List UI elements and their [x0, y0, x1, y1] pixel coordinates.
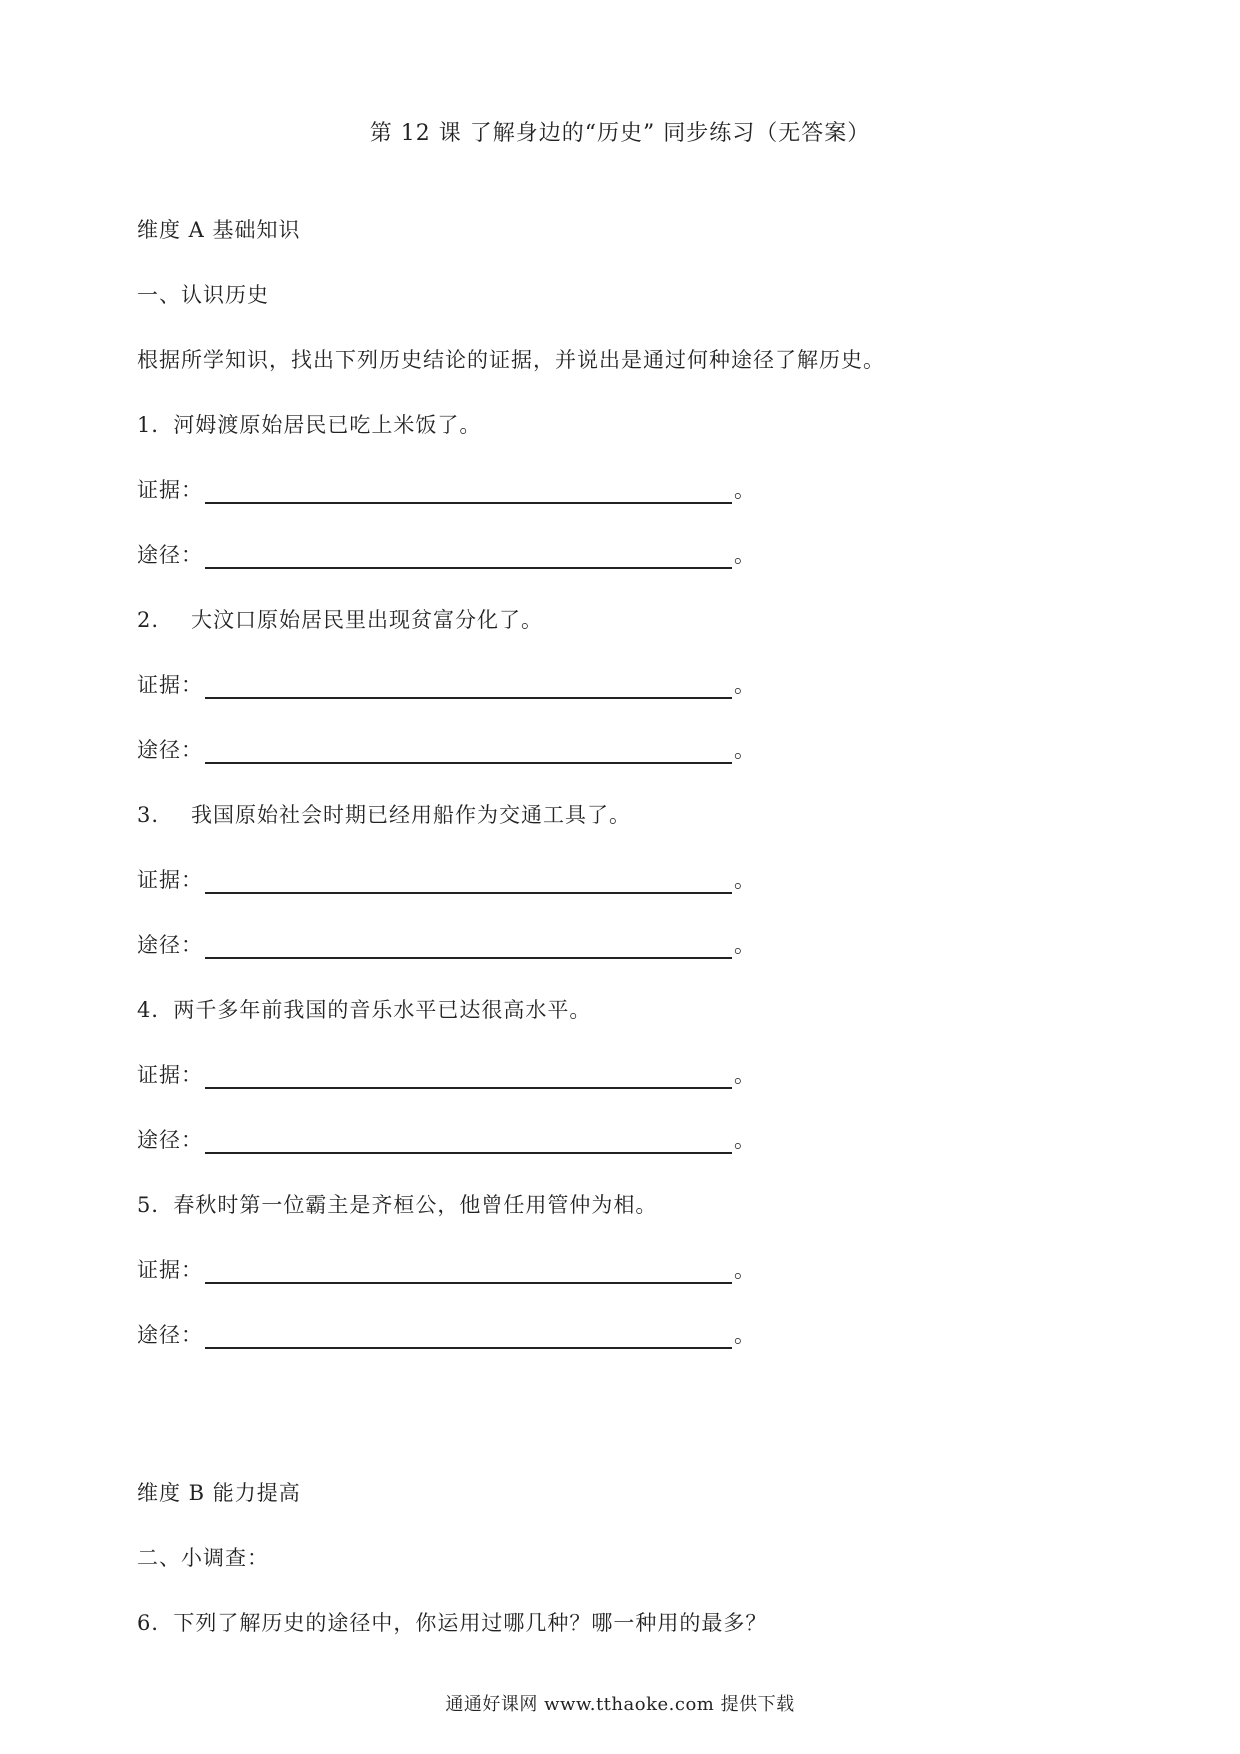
evidence-label: 证据： — [137, 478, 203, 502]
question-number: 1． — [137, 413, 174, 437]
evidence-row-5 — [137, 1254, 756, 1284]
question-2 — [137, 604, 543, 634]
end-mark: 。 — [734, 1323, 756, 1347]
way-row-5 — [137, 1319, 756, 1349]
question-4 — [137, 994, 591, 1024]
way-row-4 — [137, 1124, 756, 1154]
evidence-row-4 — [137, 1059, 756, 1089]
evidence-blank-1[interactable] — [205, 480, 732, 504]
end-mark: 。 — [734, 868, 756, 892]
end-mark: 。 — [734, 933, 756, 957]
question-text: 我国原始社会时期已经用船作为交通工具了。 — [191, 803, 631, 827]
way-label: 途径： — [137, 1128, 203, 1152]
question-1 — [137, 409, 481, 439]
evidence-blank-2[interactable] — [205, 675, 732, 699]
way-label: 途径： — [137, 543, 203, 567]
question-number: 2. — [137, 608, 160, 632]
way-blank-2[interactable] — [205, 740, 732, 764]
way-label: 途径： — [137, 738, 203, 762]
way-blank-1[interactable] — [205, 545, 732, 569]
evidence-label: 证据： — [137, 673, 203, 697]
way-row-2 — [137, 734, 756, 764]
question-number: 3. — [137, 803, 160, 827]
question-text: 春秋时第一位霸主是齐桓公，他曾任用管仲为相。 — [173, 1193, 658, 1217]
question-text: 大汶口原始居民里出现贫富分化了。 — [191, 608, 543, 632]
end-mark: 。 — [734, 1258, 756, 1282]
end-mark: 。 — [734, 543, 756, 567]
part2-heading: 二、小调查： — [137, 1546, 269, 1570]
evidence-label: 证据： — [137, 1063, 203, 1087]
section-b-heading: 维度 B 能力提高 — [137, 1481, 301, 1505]
question-6 — [137, 1607, 767, 1637]
page-title: 第 12 课 了解身边的“历史” 同步练习（无答案） — [369, 121, 871, 146]
question-text: 下列了解历史的途径中，你运用过哪几种？哪一种用的最多？ — [173, 1611, 768, 1635]
way-blank-3[interactable] — [205, 935, 732, 959]
way-label: 途径： — [137, 933, 203, 957]
way-blank-4[interactable] — [205, 1130, 732, 1154]
question-number: 5． — [137, 1193, 174, 1217]
evidence-row-3 — [137, 864, 756, 894]
question-text: 两千多年前我国的音乐水平已达很高水平。 — [173, 998, 592, 1022]
way-blank-5[interactable] — [205, 1325, 732, 1349]
question-5 — [137, 1189, 657, 1219]
question-number: 4． — [137, 998, 174, 1022]
section-a-heading: 维度 A 基础知识 — [137, 218, 301, 242]
question-3 — [137, 799, 631, 829]
question-number: 6． — [137, 1611, 174, 1635]
evidence-blank-3[interactable] — [205, 870, 732, 894]
end-mark: 。 — [734, 738, 756, 762]
question-text: 河姆渡原始居民已吃上米饭了。 — [173, 413, 482, 437]
evidence-blank-5[interactable] — [205, 1260, 732, 1284]
end-mark: 。 — [734, 478, 756, 502]
way-label: 途径： — [137, 1323, 203, 1347]
end-mark: 。 — [734, 1128, 756, 1152]
evidence-blank-4[interactable] — [205, 1065, 732, 1089]
instruction-text: 根据所学知识，找出下列历史结论的证据，并说出是通过何种途径了解历史。 — [137, 348, 885, 372]
evidence-row-1 — [137, 474, 756, 504]
end-mark: 。 — [734, 1063, 756, 1087]
evidence-label: 证据： — [137, 1258, 203, 1282]
evidence-label: 证据： — [137, 868, 203, 892]
end-mark: 。 — [734, 673, 756, 697]
footer-source: 通通好课网 www.tthaoke.com 提供下载 — [445, 1694, 795, 1715]
part1-heading: 一、认识历史 — [137, 283, 269, 307]
way-row-1 — [137, 539, 756, 569]
way-row-3 — [137, 929, 756, 959]
evidence-row-2 — [137, 669, 756, 699]
